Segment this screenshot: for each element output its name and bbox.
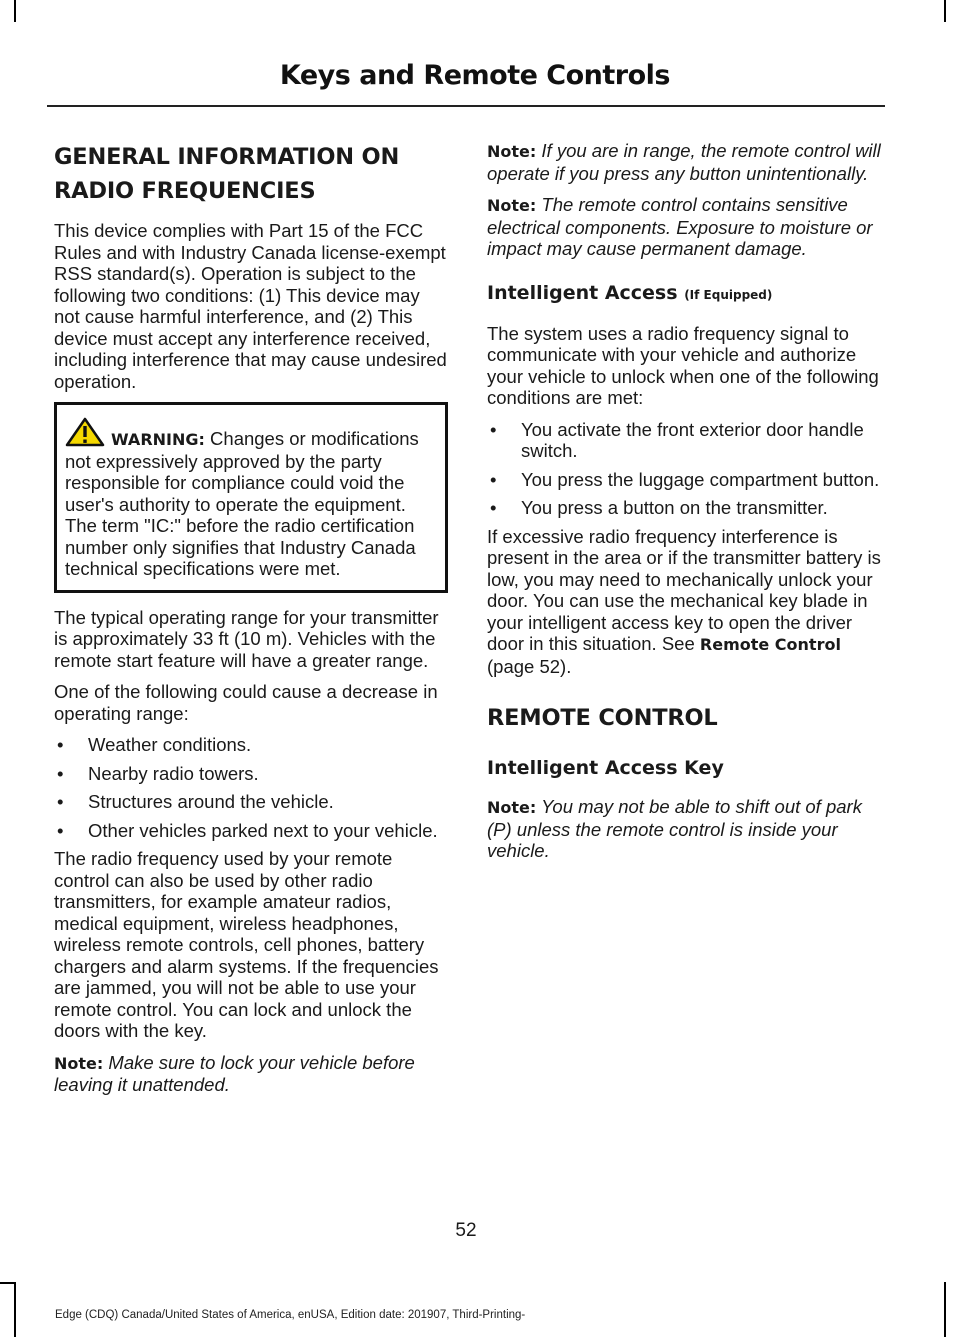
list-item: • Other vehicles parked next to your vehicle. — [57, 819, 438, 841]
bullet-icon: • — [57, 762, 64, 784]
decrease-intro: One of the following could cause a decrease in operating range: — [54, 681, 438, 724]
crop-mark-top-left — [14, 0, 16, 22]
bullet-icon: • — [57, 791, 64, 812]
list-item: • Nearby radio towers. — [57, 762, 259, 784]
section-heading-remote-control: REMOTE CONTROL — [487, 705, 718, 731]
crop-mark-bottom-left-v — [14, 1282, 16, 1337]
range-factors-list — [54, 734, 448, 841]
list-item: • You press the luggage compartment button. — [490, 468, 880, 490]
interference-paragraph: If excessive radio frequency interference is present in the area or if the transmitter battery is low, you may need to mechanically unlock your door. You can use the mechanical key blade in your intelligent access key to open the driver door in this situation. See Remote Control (page 52). — [487, 525, 881, 677]
list-item: • Structures around the vehicle. — [57, 791, 334, 812]
header-divider — [47, 105, 885, 107]
crop-mark-top-right — [944, 0, 946, 22]
note-sensitive-components: Note: The remote control contains sensitive electrical components. Exposure to moisture or impact may cause permanent damage. — [487, 194, 873, 259]
unlock-conditions-list — [487, 419, 881, 519]
crop-mark-bottom-left-h — [0, 1282, 16, 1284]
range-paragraph: The typical operating range for your transmitter is approximately 33 ft (10 m). Vehicles with the remote start feature will have a greater range. — [54, 606, 439, 671]
note-in-range: Note: If you are in range, the remote control will operate if you press any button unintentionally. — [487, 140, 881, 184]
warning-box — [54, 402, 448, 593]
page-number: 52 — [455, 1220, 477, 1241]
bullet-icon: • — [57, 819, 64, 841]
if-equipped-label: (If Equipped) — [684, 287, 773, 302]
bullet-icon: • — [490, 418, 497, 440]
note-lock-vehicle: Note: Make sure to lock your vehicle before leaving it unattended. — [54, 1051, 415, 1095]
right-column — [487, 140, 881, 872]
warning-text: Changes or modifications not expressively approved by the party responsible for compliance could void the user's authority to operate the equipment. The term "IC:" before the radio certification number only signifies that Industry Canada technical specifications were met. — [65, 428, 419, 579]
warning-label: WARNING: — [111, 430, 205, 449]
subheading-intelligent-access-key: Intelligent Access Key — [487, 757, 724, 779]
crop-mark-bottom-right — [944, 1282, 946, 1337]
edition-footer: Edge (CDQ) Canada/United States of America, enUSA, Edition date: 201907, Third-Printing- — [55, 1309, 526, 1321]
remote-control-link[interactable]: Remote Control — [699, 635, 841, 654]
section-heading-radio-frequencies: GENERAL INFORMATION ON RADIO FREQUENCIES — [54, 144, 400, 204]
compliance-paragraph: This device complies with Part 15 of the FCC Rules and with Industry Canada license-exempt RSS standard(s). Operation is subject to the following two conditions: (1) This device may not cause harmful interference, and (2) This device must accept any interference received, including interference that may cause undesired operation. — [54, 220, 447, 392]
list-item: • You activate the front exterior door handle switch. — [490, 418, 864, 461]
subheading-intelligent-access: Intelligent Access (If Equipped) — [487, 281, 773, 304]
frequency-paragraph: The radio frequency used by your remote control can also be used by other radio transmitters, for example amateur radios, medical equipment, wireless headphones, wireless remote controls, cell phones, battery chargers and alarm systems. If the frequencies are jammed, you will not be able to use your remote control. You can lock and unlock the doors with the key. — [54, 848, 439, 1041]
bullet-icon: • — [490, 468, 497, 490]
warning-triangle-icon — [65, 417, 105, 447]
bullet-icon: • — [490, 497, 497, 518]
left-column — [54, 140, 448, 1106]
intelligent-access-intro: The system uses a radio frequency signal to communicate with your vehicle and authorize your vehicle to unlock when one of the following conditions are met: — [487, 322, 879, 408]
note-shift-park: Note: You may not be able to shift out of park (P) unless the remote control is inside your vehicle. — [487, 796, 862, 861]
bullet-icon: • — [57, 734, 64, 755]
list-item: • You press a button on the transmitter. — [490, 497, 828, 518]
list-item: • Weather conditions. — [57, 734, 252, 755]
page-header-title: Keys and Remote Controls — [279, 60, 670, 91]
